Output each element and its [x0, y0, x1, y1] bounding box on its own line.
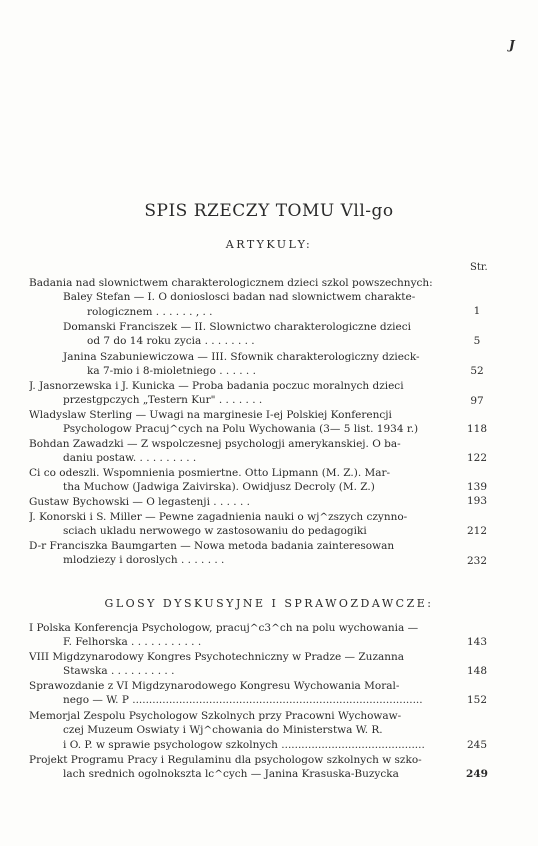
entry-line: VIII Migdzynarodowy Kongres Psychotechniczny w Pradze — Zuzanna	[29, 651, 405, 663]
entry-line: J. Konorski i S. Miller — Pewne zagadnienia nauki o wj^zszych czynno-	[29, 511, 408, 523]
toc-entry	[29, 495, 459, 509]
toc-entry	[29, 276, 459, 319]
toc-entry	[29, 679, 459, 708]
entry-line: I Polska Konferencja Psychologow, pracuj^c3^ch na polu wychowania —	[29, 622, 419, 634]
entry-line: ka 7-mio i 8-mioletniego . . . . . .	[87, 365, 256, 378]
page-number: 245	[466, 739, 488, 751]
toc-entry	[29, 753, 459, 782]
entry-line: D-r Franciszka Baumgarten — Nowa metoda badania zainteresowan	[29, 540, 395, 552]
page-number: 118	[466, 423, 488, 435]
page-number: 249	[466, 768, 488, 780]
entry-line: Psychologow Pracuj^cych na Polu Wychowania (3— 5 list. 1934 r.)	[63, 423, 419, 436]
toc-entry	[29, 408, 459, 437]
entry-line: Janina Szabuniewiczowa — III. Sfownik charakterologiczny dzieck-	[63, 351, 420, 363]
entry-line: i O. P. w sprawie psychologow szkolnych ...........................................	[63, 738, 425, 751]
page-number: 148	[466, 665, 488, 677]
entry-line: czej Muzeum Oswiaty i Wj^chowania do Ministerstwa W. R.	[63, 724, 383, 737]
entry-line: lach srednich ogolnokszta lc^cych — Janina Krasuska-Buzycka	[63, 768, 399, 781]
page-number: 232	[466, 555, 488, 567]
page-number: 122	[466, 452, 488, 464]
page-number: 212	[466, 525, 488, 537]
entry-line: Wladyslaw Sterling — Uwagi na marginesie I-ej Polskiej Konferencji	[29, 409, 392, 421]
entry-line: Gustaw Bychowski — O legastenji . . . . . .	[29, 496, 250, 508]
entry-line: rologicznem . . . . . . , . .	[87, 305, 213, 318]
toc-entry	[29, 320, 459, 349]
entry-line: od 7 do 14 roku zycia . . . . . . . .	[87, 335, 255, 348]
toc-entry	[29, 510, 459, 539]
entry-line: nego — W. P .......................................................................................	[63, 694, 423, 707]
discussion-heading: GLOSY DYSKUSYJNE I SPRAWOZDAWCZE:	[104, 597, 434, 610]
entry-line: mlodziezy i doroslych . . . . . . .	[63, 554, 225, 567]
entry-line: Stawska . . . . . . . . . .	[63, 665, 175, 678]
corner-mark: J	[509, 38, 515, 52]
toc-entry	[29, 621, 459, 650]
page-number: 193	[466, 495, 488, 507]
page-column-label: Str.	[470, 262, 488, 273]
entry-line: F. Felhorska . . . . . . . . . . .	[63, 636, 202, 649]
entry-line: sciach ukladu nerwowego w zastosowaniu do pedagogiki	[63, 525, 367, 538]
entry-line: Projekt Programu Pracy i Regulaminu dla psychologow szkolnych w szko-	[29, 754, 422, 766]
page-number: 143	[466, 636, 488, 648]
page-number: 1	[473, 305, 481, 317]
entry-line: tha Muchow (Jadwiga Zaivirska). Owidjusz Decroly (M. Z.)	[63, 481, 375, 494]
entry-line: Ci co odeszli. Wspomnienia posmiertne. Otto Lipmann (M. Z.). Mar-	[29, 467, 391, 479]
entry-line: J. Jasnorzewska i J. Kunicka — Proba badania poczuc moralnych dzieci	[29, 380, 404, 392]
toc-entry	[29, 466, 459, 495]
toc-entry	[29, 350, 459, 379]
toc-entry	[29, 437, 459, 466]
entry-line: przestgpczych „Testern Kur" . . . . . . .	[63, 394, 263, 407]
toc-entry	[29, 379, 459, 408]
entry-line: Badania nad slownictwem charakterologicznem dzieci szkol powszechnych:	[29, 277, 433, 289]
page-number: 5	[473, 335, 481, 347]
entry-line: daniu postaw. . . . . . . . . .	[63, 452, 197, 465]
entry-line: Sprawozdanie z VI Migdzynarodowego Kongresu Wychowania Moral-	[29, 680, 400, 692]
page-number: 52	[470, 365, 484, 377]
toc-entry	[29, 650, 459, 679]
toc-entry	[29, 709, 459, 752]
entry-line: Bohdan Zawadzki — Z wspolczesnej psychologji amerykanskiej. O ba-	[29, 438, 401, 450]
page-number: 152	[466, 694, 488, 706]
entry-line: Baley Stefan — I. O donioslosci badan nad slownictwem charakte-	[63, 291, 416, 304]
entry-line: Domanski Franciszek — II. Slownictwo charakterologiczne dzieci	[63, 321, 411, 333]
page-title: SPIS RZECZY TOMU Vll-go	[144, 201, 394, 221]
page-number: 139	[466, 481, 488, 493]
page-number: 97	[470, 395, 484, 407]
articles-heading: ARTYKULY:	[225, 238, 313, 251]
entry-line: Memorjal Zespolu Psychologow Szkolnych przy Pracowni Wychowaw-	[29, 710, 402, 722]
toc-entry	[29, 539, 459, 568]
